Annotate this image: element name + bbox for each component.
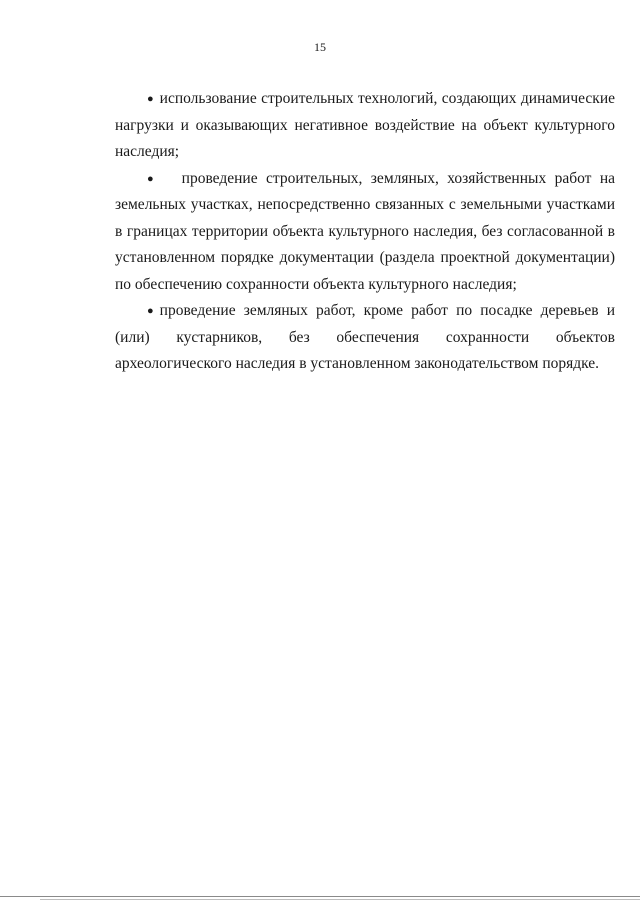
list-item-text: проведение земляных работ, кроме работ по посадке деревьев и (или) кустарников, без обеспечения сохранности объектов археологического наследия в установленном законодательством порядке.: [115, 302, 615, 372]
bullet-icon: ●: [147, 93, 154, 105]
list-item: [115, 298, 615, 378]
list-item-text: использование строительных технологий, создающих динамические нагрузки и оказывающих негативное воздействие на объект культурного наследия;: [115, 90, 615, 160]
scan-edge-line: [0, 896, 640, 897]
list-item-text: проведение строительных, земляных, хозяйственных работ на земельных участках, непосредственно связанных с земельными участками в границах территории объекта культурного наследия, без согласованной в установленном порядке документации (раздела проектной документации) по обеспечению сохранности объекта культурного наследия;: [115, 169, 615, 293]
scan-edge-line: [40, 899, 640, 900]
list-item: [115, 86, 615, 166]
document-body: [115, 86, 615, 378]
list-item: [115, 166, 615, 299]
page-number: 15: [314, 40, 326, 54]
bullet-icon: ●: [147, 305, 154, 317]
bullet-icon: ●: [147, 172, 154, 185]
